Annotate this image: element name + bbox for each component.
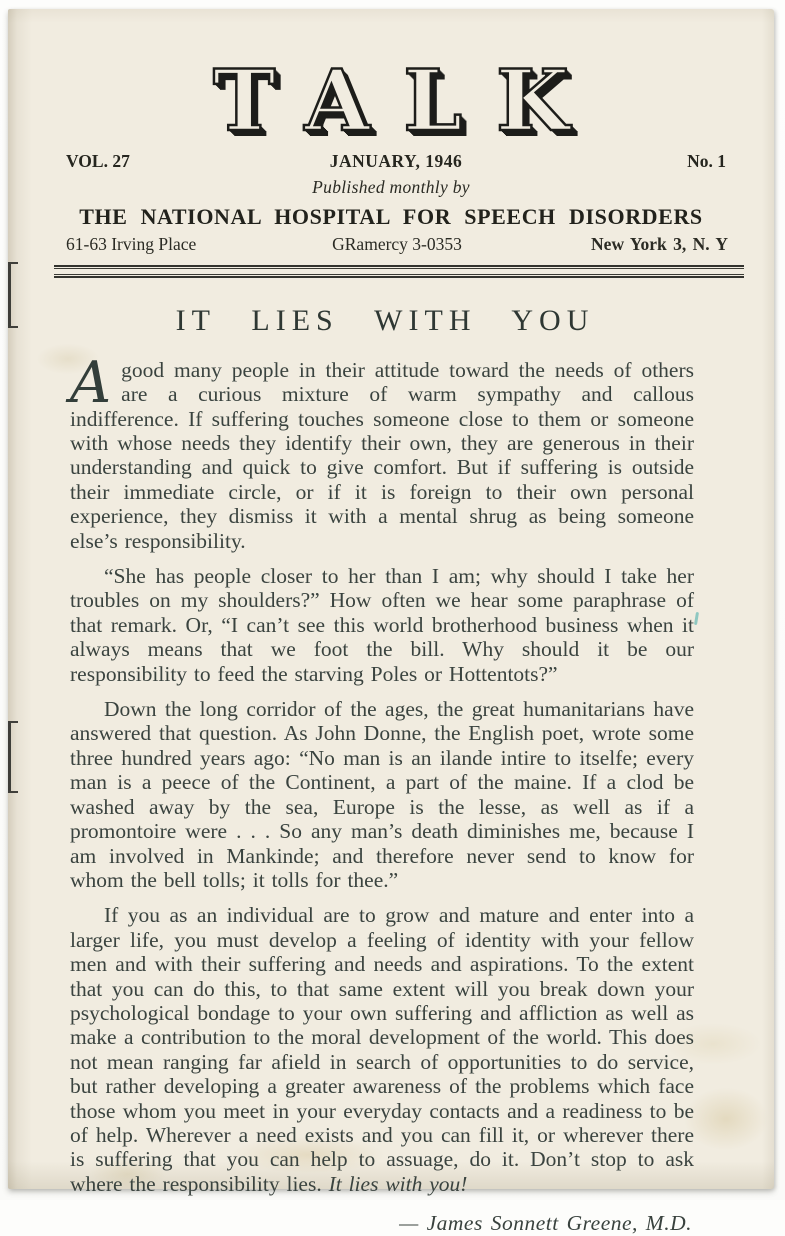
published-monthly-line: Published monthly by	[312, 176, 470, 197]
article-title	[70, 304, 694, 338]
city-address: New York 3, N. Y	[591, 233, 729, 254]
newsletter-page	[8, 9, 774, 1236]
ink-smudge	[694, 612, 699, 625]
paragraph-1-text: good many people in their attitude toward the needs of others are a curious mixture of warm sympathy and callous indifference. If suffering touches someone close to them or someone with whose needs they identify their own, they are generous in their understanding and quick to give comfort. But if suffering is outside their immediate circle, or if it is foreign to their own personal experience, they dismiss it with a mental shrug as being someone else’s responsibility.	[70, 357, 694, 553]
staple-bottom	[8, 721, 18, 793]
paragraph-3: Down the long corridor of the ages, the great humanitarians have answered that question. As John Donne, the English poet, wrote some three hundred years ago: “No man is an ilande intire to itselfe; every man is a peece of the Continent, a part of the maine. If a clod be washed away by the sea, Europe is the lesse, as well as if a promontoire were . . . So any man’s death diminishes me, because I am involved in Mankinde; and therefore never send to know for whom the bell tolls; it tolls for thee.”	[70, 697, 694, 892]
address-row	[66, 234, 728, 255]
phone-number: GRamercy 3-0353	[332, 233, 462, 254]
paragraph-1	[70, 349, 694, 553]
issue-number: No. 1	[687, 150, 726, 171]
author-byline: — James Sonnett Greene, M.D.	[399, 1211, 692, 1236]
drop-cap: A	[70, 349, 112, 416]
paragraph-4	[70, 903, 694, 1196]
masthead-info-row	[66, 151, 726, 172]
closing-phrase: It lies with you!	[328, 1171, 468, 1196]
article-title-text: IT LIES WITH YOU	[175, 303, 595, 337]
publication-logo-text: TALK	[213, 51, 603, 150]
volume-label: VOL. 27	[66, 150, 130, 171]
masthead-divider-rule	[54, 265, 744, 278]
street-address: 61-63 Irving Place	[66, 233, 197, 254]
publication-logo	[8, 51, 774, 150]
staple-top	[8, 262, 18, 328]
article	[70, 304, 694, 1236]
paragraph-2: “She has people closer to her than I am; why should I take her troubles on my shoulders?” How often we hear some paraphrase of that remark. Or, “I can’t see this world brotherhood business when it always means that we foot the bill. Why should it be our responsibility to feed the starving Poles or Hottentots?”	[70, 564, 694, 686]
organization-name: THE NATIONAL HOSPITAL FOR SPEECH DISORDERS	[79, 203, 703, 229]
paragraph-4-text: If you as an individual are to grow and mature and enter into a larger life, you must develop a feeling of identity with your fellow men and with their suffering and needs and aspirations. To the extent that you can do this, to that same extent will you break down your psychological bondage to your own suffering and affliction as well as make a contribution to the moral development of the world. This does not mean ranging far afield in search of opportunities to do service, but rather developing a greater awareness of the problems which face those whom you meet in your everyday contacts and a readiness to be of help. Wherever a need exists and you can fill it, or wherever there is suffering that you can help to assuage, do it. Don’t stop to ask where the responsibility lies.	[70, 903, 694, 1196]
issue-date: JANUARY, 1946	[329, 150, 463, 171]
article-body	[70, 349, 694, 1196]
